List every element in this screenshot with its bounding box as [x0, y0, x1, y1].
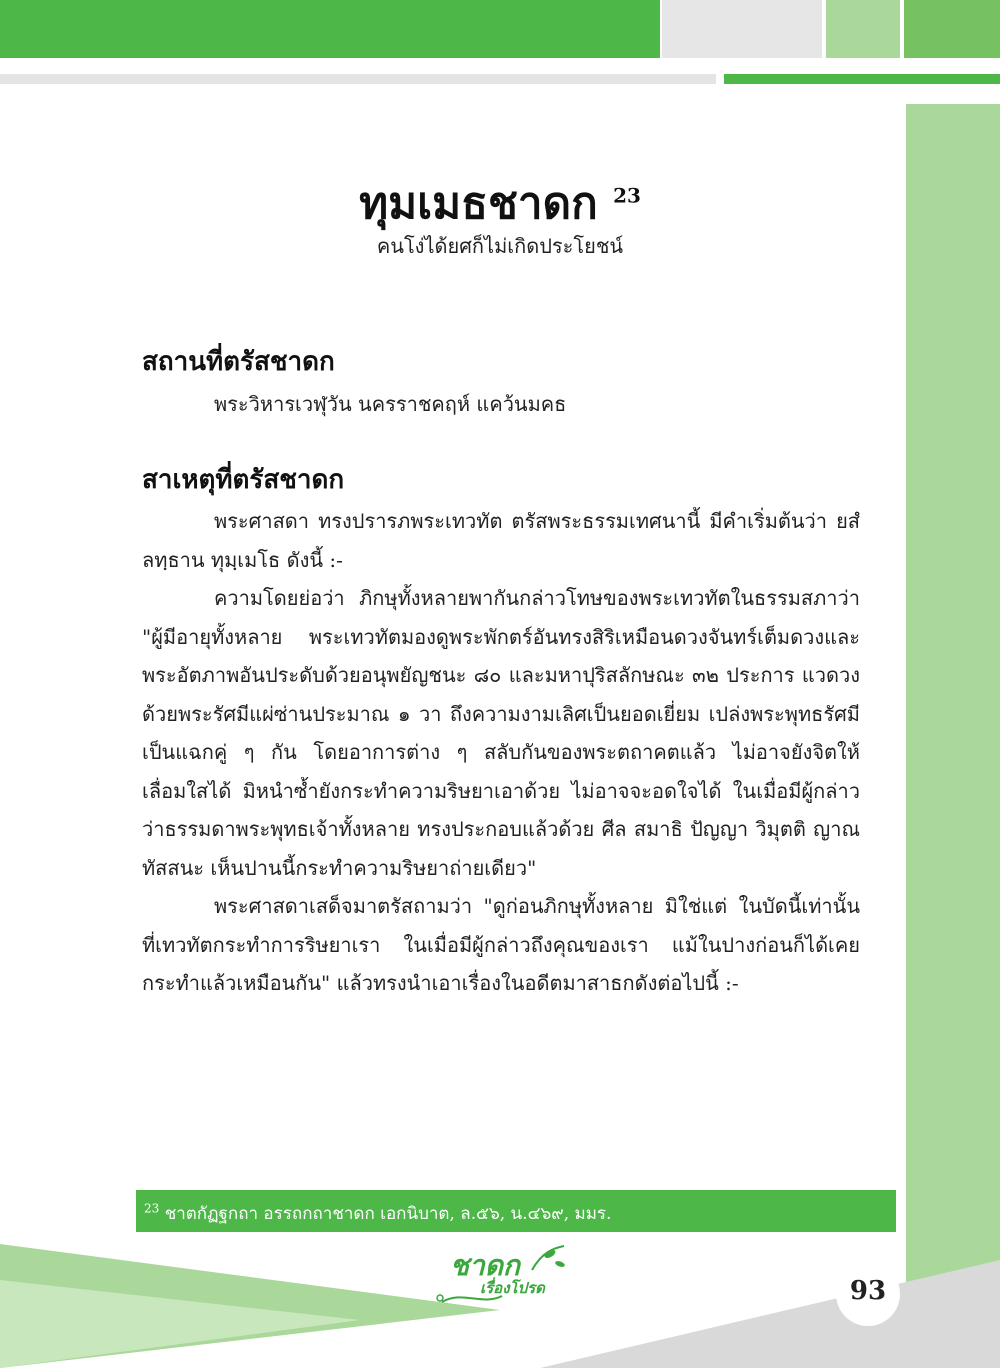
header-rule-grey [0, 74, 716, 84]
header-band-grey [662, 0, 822, 58]
header-band-green-right [904, 0, 1000, 58]
body-content [142, 340, 860, 1003]
logo-subtitle: เรื่องโปรด [480, 1279, 545, 1297]
footnote [144, 1200, 611, 1227]
paragraph: พระศาสดาเสด็จมาตรัสถามว่า "ดูก่อนภิกษุทั้งหลาย มิใช่แต่ ในบัดนี้เท่านั้น ที่เทวทัตกระทำการริษยาเรา ในเมื่อมีผู้กล่าวถึงคุณของเรา แม้ในปางก่อนก็ได้เคยกระทำแล้วเหมือนกัน" แล้วทรงนำเอาเรื่องในอดีตมาสาธกดังต่อไปนี้ :- [142, 894, 860, 995]
section-heading-place: สถานที่ตรัสชาดก [142, 347, 335, 377]
side-band [906, 104, 1000, 1368]
paragraph: พระศาสดา ทรงปรารภพระเทวทัต ตรัสพระธรรมเทศนานี้ มีคำเริ่มต้นว่า ยสํ ลทฺธาน ทุมฺเมโธ ดังนี้ :- [142, 509, 860, 572]
footnote-bar [136, 1190, 896, 1232]
footnote-text: ชาตกัฏฐกถา อรรถกถาชาดก เอกนิบาต, ล.๕๖, น.๔๖๙, มมร. [164, 1204, 612, 1224]
paragraph: ความโดยย่อว่า ภิกษุทั้งหลายพากันกล่าวโทษของพระเทวทัตในธรรมสภาว่า "ผู้มีอายุทั้งหลาย พระเทวทัตมองดูพระพักตร์อันทรงสิริเหมือนดวงจันทร์เต็มดวงและพระอัตภาพอันประดับด้วยอนุพยัญชนะ ๘๐ และมหาปุริสลักษณะ ๓๒ ประการ แวดวงด้วยพระรัศมีแผ่ซ่านประมาณ ๑ วา ถึงความงามเลิศเป็นยอดเยี่ยม เปล่งพระพุทธรัศมีเป็นแฉกคู่ ๆ กัน โดยอาการต่าง ๆ สลับกันของพระตถาคตแล้ว ไม่อาจยังจิตให้เลื่อมใสได้ มิหนำซ้ำยังกระทำความริษยาเอาด้วย ไม่อาจจะอดใจได้ ในเมื่อมีผู้กล่าวว่าธรรมดาพระพุทธเจ้าทั้งหลาย ทรงประกอบแล้วด้วย ศีล สมาธิ ปัญญา วิมุตติ ญาณทัสสนะ เห็นปานนี้กระทำความริษยาถ่ายเดียว" [142, 586, 860, 880]
section-heading-cause: สาเหตุที่ตรัสชาดก [142, 465, 345, 495]
header-band-green [0, 0, 660, 58]
page-number-badge [836, 1262, 900, 1326]
place-text: พระวิหารเวฬุวัน นครราชคฤห์ แคว้นมคธ [214, 392, 567, 416]
page-title: ทุมเมธชาดก $^{23}$ [359, 178, 641, 229]
header-rule-green [724, 74, 1000, 84]
footnote-number: 23 [144, 1201, 160, 1216]
book-logo [432, 1240, 572, 1310]
header-band-light-green [826, 0, 900, 58]
page-subtitle: คนโง่ได้ยศก็ไม่เกิดประโยชน์ [376, 234, 624, 258]
logo-title: ชาดก [450, 1249, 520, 1282]
title-footnote-ref: 23 [613, 183, 641, 208]
title-block [0, 168, 1000, 238]
page-number: 93 [849, 1276, 887, 1306]
